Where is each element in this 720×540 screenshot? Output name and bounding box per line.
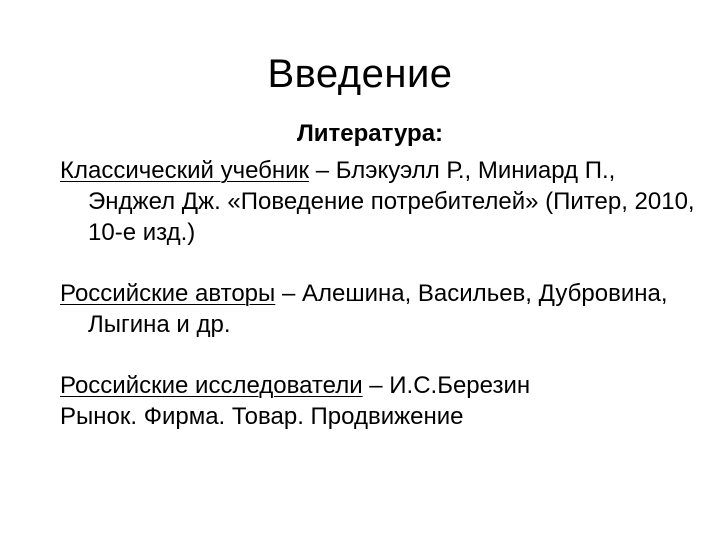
spacer bbox=[60, 248, 700, 278]
russian-authors-description: – Алешина, Васильев, Дубровина, Лыгина и др. bbox=[88, 280, 668, 338]
textbook-description: – Блэкуэлл Р., Миниард П., Энджел Дж. «Поведение потребителей» (Питер, 2010, 10-е изд.) bbox=[88, 157, 695, 246]
term-classic-textbook: Классический учебник bbox=[60, 157, 310, 184]
term-russian-researchers: Российские исследователи bbox=[60, 372, 363, 399]
literature-heading: Литература: bbox=[296, 120, 444, 147]
literature-item-textbook bbox=[60, 155, 700, 248]
literature-item-russian-authors bbox=[60, 278, 700, 340]
topics-line: Рынок. Фирма. Товар. Продвижение bbox=[60, 403, 464, 430]
slide-content bbox=[60, 118, 700, 432]
russian-researchers-description: – И.С.Березин bbox=[362, 372, 531, 399]
term-russian-authors: Российские авторы bbox=[60, 280, 276, 307]
slide-title bbox=[0, 48, 720, 100]
spacer bbox=[60, 340, 700, 370]
literature-item-russian-researchers bbox=[60, 370, 700, 401]
slide-title-text: Введение bbox=[267, 52, 453, 96]
